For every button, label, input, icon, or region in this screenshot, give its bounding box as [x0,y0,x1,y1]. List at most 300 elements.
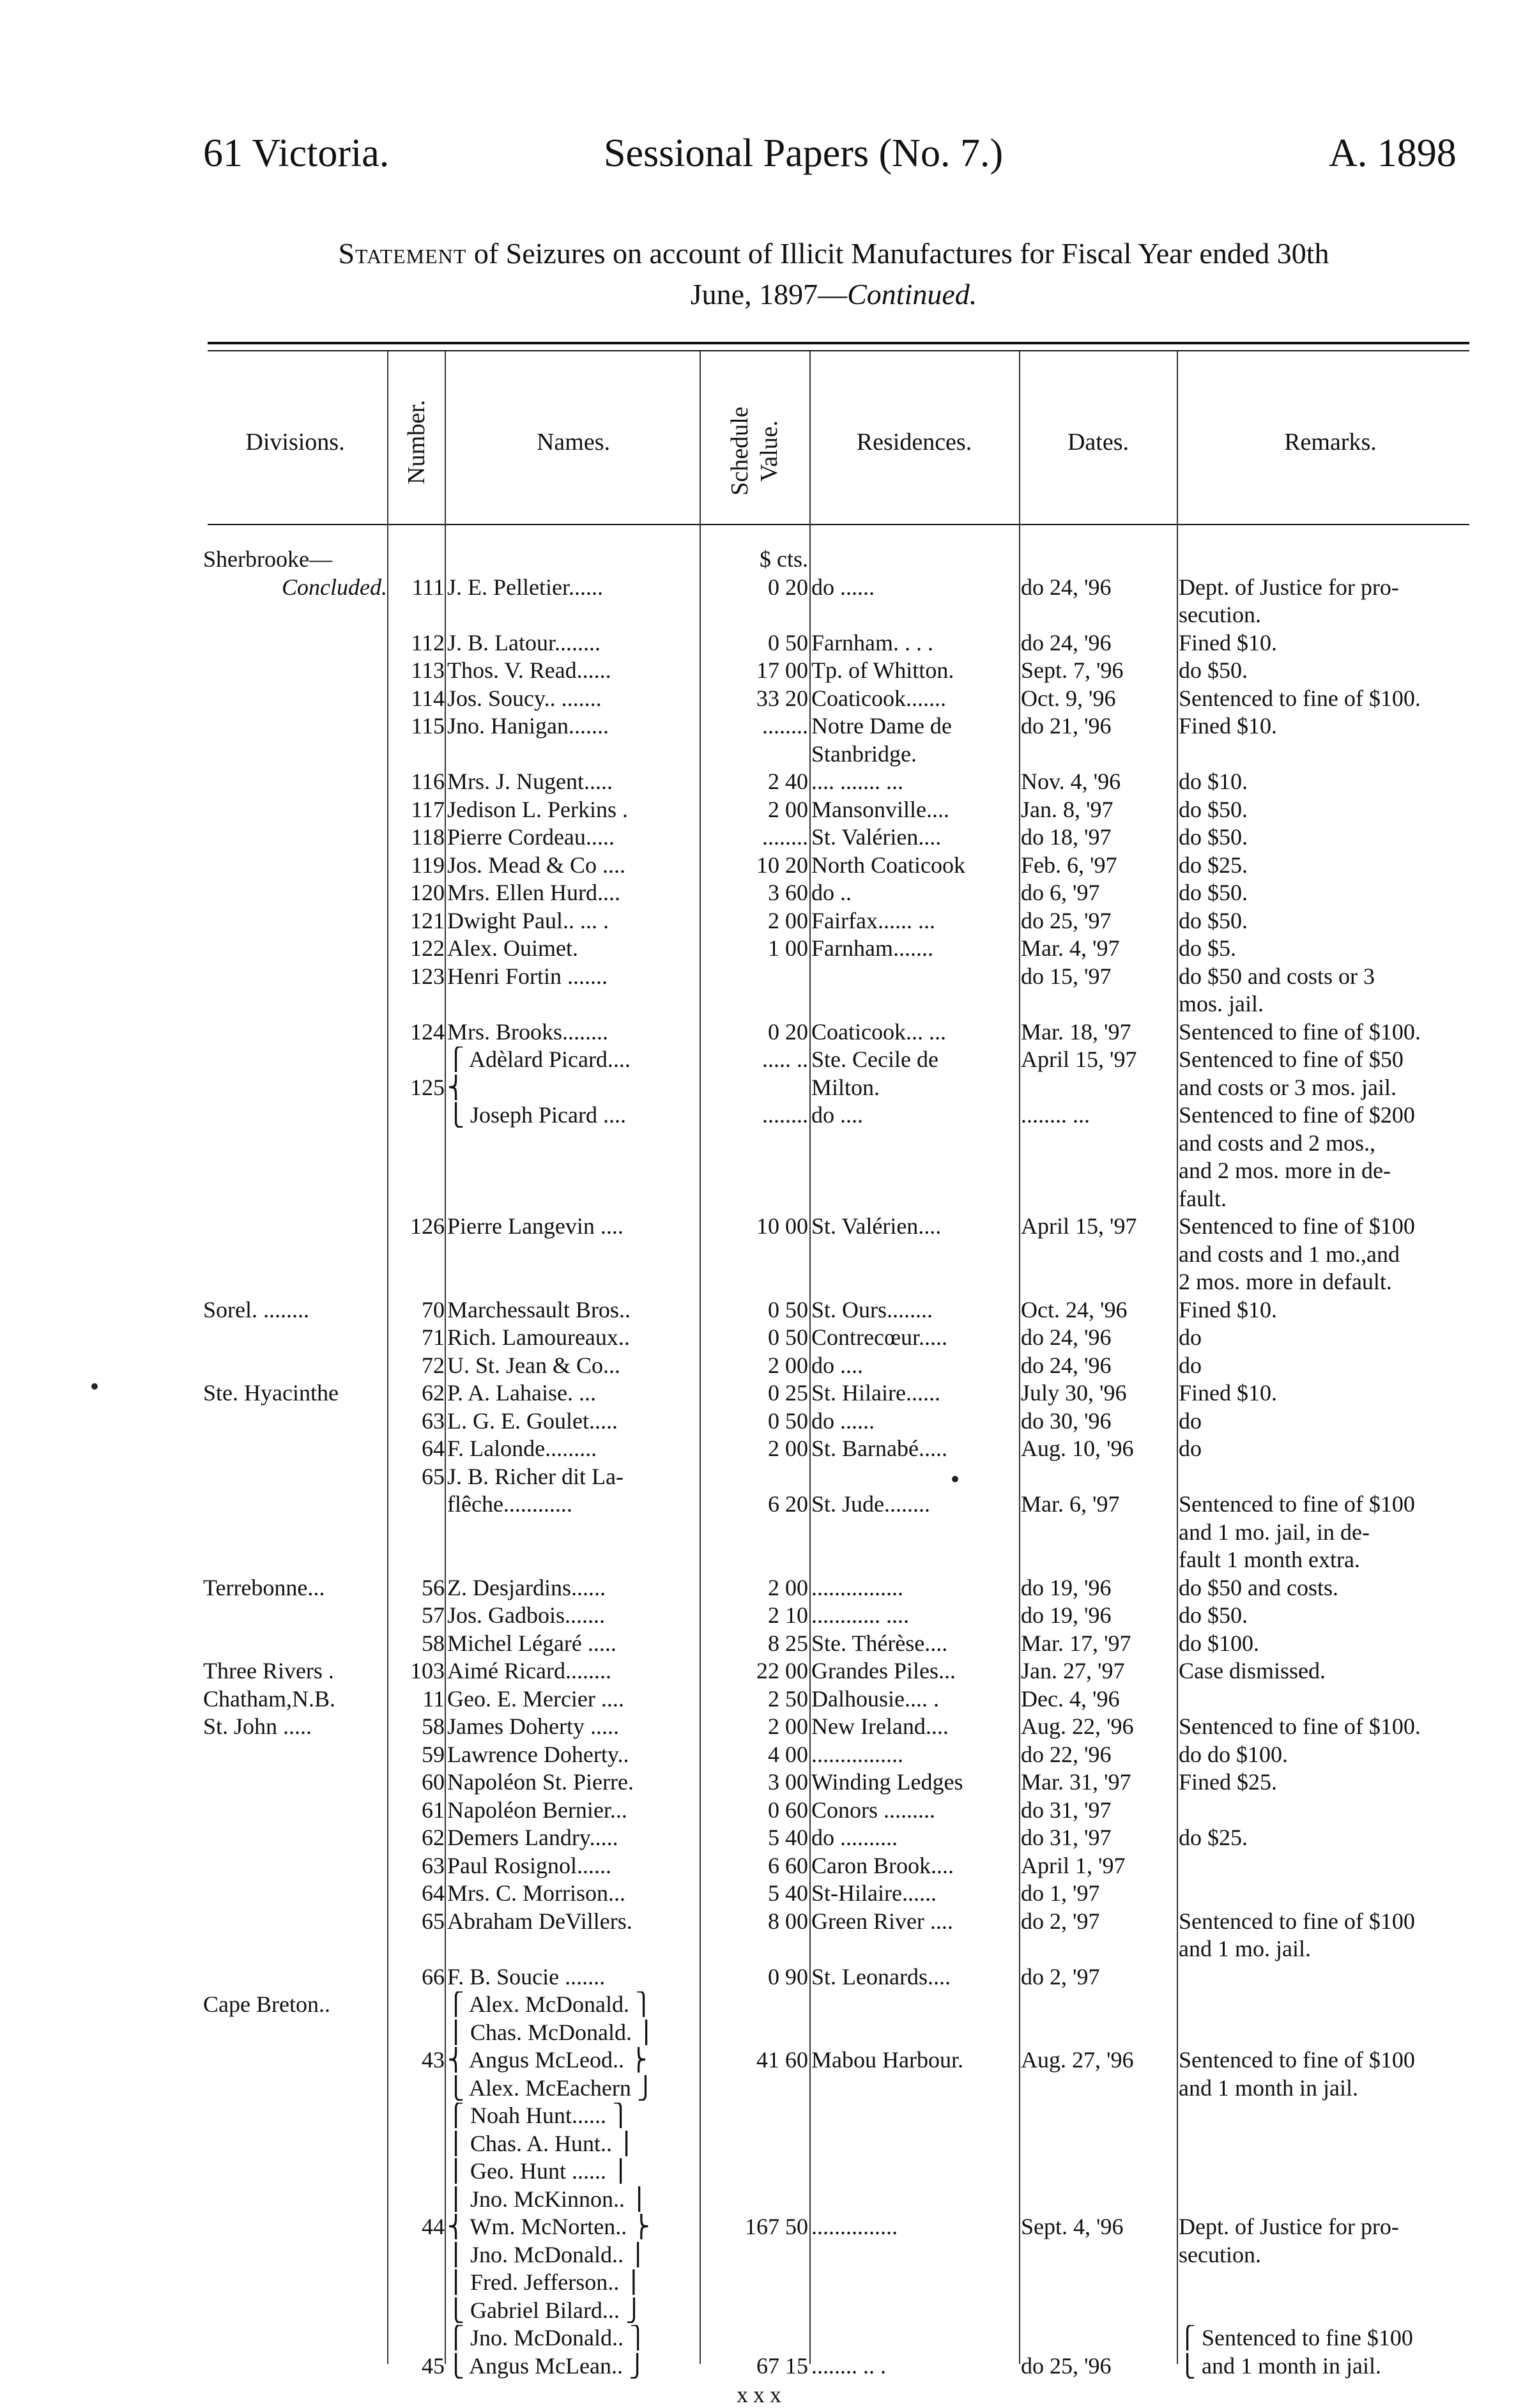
cell-date: do 30, '96 [1021,1407,1112,1434]
cell-rem: Fined $10. [1179,1380,1278,1406]
cell-date: do 18, '97 [1021,824,1112,850]
cell-num: 103 [410,1658,445,1683]
cell-date: April 15, '97 [1021,1047,1137,1072]
cell-name: ⎩ Angus McLean.. ⎭ [447,2352,646,2379]
cell-name: Michel Légaré ..... [447,1630,616,1656]
cell-date: do 22, '96 [1021,1741,1112,1767]
cell-rem: do $50. [1179,824,1248,850]
cell-rem: Sentenced to fine of $100 [1179,1213,1415,1239]
cell-rem: Sentenced to fine of $100. [1179,685,1421,711]
cell-date: Mar. 6, '97 [1021,1491,1120,1517]
cell-val: 17 00 [756,657,808,683]
table-row [0,1714,1523,1739]
cell-res: St. Hilaire...... [811,1380,940,1406]
cell-div: Concluded. [282,574,387,600]
cell-rem: do [1179,1436,1202,1461]
cell-date: July 30, '96 [1021,1380,1127,1406]
cell-name: Napoléon Bernier... [447,1797,627,1823]
cell-num: 58 [422,1630,445,1656]
table-row [0,824,1523,850]
cell-date: do 25, '97 [1021,907,1112,933]
cell-num: 66 [422,1963,445,1990]
cell-res: Grandes Piles... [811,1658,956,1683]
cell-date: Aug. 22, '96 [1021,1714,1134,1739]
caption-line2: June, 1897— [690,278,848,311]
cell-name: Mrs. J. Nugent..... [447,769,613,794]
cell-res: Conors ......... [811,1797,936,1823]
cell-res: Fairfax...... ... [811,907,935,933]
cell-name: F. B. Soucie ....... [447,1963,606,1990]
cell-res: Stanbridge. [811,740,917,767]
cell-name: Pierre Langevin .... [447,1213,624,1239]
cell-res: North Coaticook [811,852,965,878]
cell-val: ........ [762,1102,808,1128]
header-session: 61 Victoria. [203,132,390,175]
cell-name: Aimé Ricard........ [447,1658,611,1683]
table-row [0,713,1523,739]
table-row [0,630,1523,656]
cell-val: 2 00 [768,1436,808,1461]
cell-rem: Sentenced to fine of $100. [1179,1714,1421,1739]
cell-rem: do $50. [1179,907,1248,933]
cell-rem: secution. [1179,2241,1261,2267]
header-title: Sessional Papers (No. 7.) [604,132,1004,175]
cell-date: do 6, '97 [1021,880,1100,905]
cell-name: ⎧ Noah Hunt...... ⎫ [447,2103,629,2128]
cell-name: J. E. Pelletier...... [447,574,603,600]
cell-num: 58 [422,1714,445,1739]
cell-name: ⎧ Alex. McDonald. ⎫ [447,1991,652,2017]
table-row [0,1019,1523,1045]
table-row [0,2131,1523,2156]
cell-res: Mansonville.... [811,796,949,822]
cell-val: 0 25 [768,1380,808,1406]
cell-rem: Sentenced to fine of $50 [1179,1047,1404,1072]
cell-rem: and 1 mo. jail. [1179,1936,1311,1961]
table-row [0,1853,1523,1878]
table-row [0,1102,1523,1128]
table-row [0,1269,1523,1294]
cell-val: 8 25 [768,1630,808,1656]
table-row [0,1575,1523,1600]
cell-rem: mos. jail. [1179,991,1264,1016]
cell-name: ⎩ Joseph Picard .... [447,1102,626,1128]
cell-num: 63 [422,1407,445,1434]
cell-rem: do $25. [1179,1825,1248,1850]
cell-val: 0 90 [768,1963,808,1990]
cell-name: Abraham DeVillers. [447,1908,632,1934]
cell-num: 63 [422,1852,445,1878]
cell-date: do 24, '96 [1021,629,1112,656]
cell-val: ........ [762,713,808,739]
cell-name: ⎧ Adèlard Picard.... [447,1047,631,1072]
cell-res: Mabou Harbour. [811,2047,963,2073]
table-row [0,574,1523,600]
col-header-schedule-value: Schedule Value. [726,406,783,496]
margin-mark [952,1476,958,1482]
cell-name: Napoléon St. Pierre. [447,1769,634,1795]
table-row [0,1630,1523,1656]
cell-name: ⎪ Chas. A. Hunt.. ⎪ [447,2130,636,2156]
cell-div: Terrebonne... [203,1574,325,1600]
cell-num: 57 [422,1602,445,1628]
table-row [0,1297,1523,1323]
cell-date: Aug. 10, '96 [1021,1436,1134,1461]
cell-res: ............ .... [811,1602,909,1628]
cell-res: do .... [811,1102,863,1128]
table-row [0,1602,1523,1628]
cell-div: Cape Breton.. [203,1991,330,2017]
cell-date: do 24, '96 [1021,1324,1112,1350]
cell-num: 119 [411,852,445,878]
cell-date: Dec. 4, '96 [1021,1685,1120,1712]
cell-name: Thos. V. Read...... [447,657,611,683]
cell-num: 59 [422,1741,445,1767]
table-row [0,1825,1523,1850]
cell-val: 0 20 [768,1018,808,1045]
cell-res: St. Ours........ [811,1296,933,1323]
cell-rem: Fined $10. [1179,629,1278,656]
caption-line1: of Seizures on account of Illicit Manufactures for Fiscal Year ended 30th [466,237,1329,270]
cell-date: April 1, '97 [1021,1852,1126,1878]
cell-date: Sept. 4, '96 [1021,2214,1124,2239]
cell-name: Dwight Paul.. ... . [447,907,609,933]
table-row [0,1213,1523,1239]
cell-name: Alex. Ouimet. [447,935,578,961]
cell-date: do 1, '97 [1021,1880,1100,1906]
cell-rem: do do $100. [1179,1741,1288,1767]
cell-num: 11 [422,1685,445,1712]
cell-res: St-Hilaire...... [811,1880,937,1906]
cell-name: J. B. Richer dit La- [447,1463,624,1489]
cell-num: 116 [411,769,445,794]
cell-num: 44 [422,2214,445,2239]
cell-res: Caron Brook.... [811,1852,954,1878]
cell-rem: Sentenced to fine of $200 [1179,1102,1415,1128]
cell-rem: Sentenced to fine of $100 [1179,1491,1415,1517]
cell-name: L. G. E. Goulet..... [447,1407,618,1434]
cell-num: 117 [411,796,445,822]
table-row [0,1880,1523,1906]
cell-rem: do $50 and costs or 3 [1179,963,1375,989]
cell-date: April 15, '97 [1021,1213,1137,1239]
cell-rem: and 2 mos. more in de- [1179,1158,1391,1183]
cell-date: do 25, '96 [1021,2352,1112,2379]
table-row [0,602,1523,627]
cell-date: do 2, '97 [1021,1963,1100,1990]
cell-num: 121 [410,907,445,933]
table-row [0,1908,1523,1934]
col-header-remarks: Remarks. [1284,429,1377,456]
cell-val: 0 50 [768,629,808,656]
cell-name: ⎨ Wm. McNorten.. ⎬ [447,2214,650,2239]
table-row [0,1158,1523,1183]
cell-name: Geo. E. Mercier .... [447,1685,624,1712]
cell-val: 167 50 [745,2214,808,2239]
cell-rem: Dept. of Justice for pro- [1179,574,1399,600]
cell-date: Sept. 7, '96 [1021,657,1124,683]
table-row [0,1519,1523,1545]
col-header-number: Number. [403,400,430,484]
table-row [0,1547,1523,1572]
cell-val: 2 00 [768,1574,808,1600]
table-row [0,2269,1523,2295]
cell-name: Mrs. C. Morrison... [447,1880,626,1906]
cell-rem: Sentenced to fine of $100 [1179,1908,1415,1934]
cell-name: Rich. Lamoureaux.. [447,1324,630,1350]
cell-name: James Doherty ..... [447,1714,619,1739]
table-row [0,2242,1523,2267]
cell-rem: do $100. [1179,1630,1259,1656]
cell-num: 71 [422,1324,445,1350]
cell-val: 6 60 [768,1852,808,1878]
cell-rem: Sentenced to fine of $100. [1179,1018,1421,1045]
table-row [0,1408,1523,1434]
cell-div: Sherbrooke— [203,546,332,572]
cell-val: 0 50 [768,1296,808,1323]
table-row [0,908,1523,933]
cell-res: St. Valérien.... [811,824,942,850]
cell-rem: do $50. [1179,657,1248,683]
cell-num: 114 [411,685,445,711]
cell-rem: fault 1 month extra. [1179,1547,1360,1572]
table-row [0,2297,1523,2323]
cell-name: flêche............ [447,1491,572,1517]
cell-res: Winding Ledges [811,1769,963,1795]
table-row [0,1130,1523,1156]
cell-date: Nov. 4, '96 [1021,769,1121,794]
cell-num: 64 [422,1880,445,1906]
cell-val: 2 00 [768,796,808,822]
cell-div: St. John ..... [203,1714,312,1739]
cell-rem: secution. [1179,602,1261,627]
cell-num: 122 [410,935,445,961]
cell-res: .... ....... ... [811,769,903,794]
cell-val: 0 50 [768,1324,808,1350]
cell-num: 125 [410,1074,445,1100]
cell-val: 5 40 [768,1880,808,1906]
table-row [0,769,1523,794]
cell-val: 2 50 [768,1685,808,1712]
cell-date: Aug. 27, '96 [1021,2047,1134,2073]
table-row [0,1436,1523,1461]
cell-name: ⎪ Chas. McDonald. ⎪ [447,2019,655,2045]
cell-res: Dalhousie.... . [811,1685,939,1712]
cell-num: 62 [422,1825,445,1850]
cell-val: 22 00 [756,1658,808,1683]
table-row [0,1742,1523,1767]
cell-name: Jno. Hanigan....... [447,713,609,739]
col-header-residences: Residences. [856,429,972,456]
cell-val: 6 20 [768,1491,808,1517]
col-header-names: Names. [536,429,611,456]
table-row [0,852,1523,878]
cell-val: 0 60 [768,1797,808,1823]
cell-num: 118 [411,824,445,850]
cell-rem: Case dismissed. [1179,1658,1326,1683]
cell-name: J. B. Latour........ [447,629,601,656]
cell-rem: do $50. [1179,796,1248,822]
cell-rem: Fined $25. [1179,1769,1278,1795]
cell-name: Z. Desjardins...... [447,1574,606,1600]
table-row [0,2103,1523,2128]
cell-date: Mar. 31, '97 [1021,1769,1131,1795]
cell-val: ..... .. [762,1047,808,1072]
margin-mark [91,1383,98,1390]
table-row [0,1186,1523,1211]
table-row [0,880,1523,905]
cell-res: do ...... [811,574,875,600]
cell-date: Mar. 18, '97 [1021,1018,1131,1045]
cell-name: Jos. Mead & Co .... [447,852,625,878]
cell-date: Mar. 17, '97 [1021,1630,1131,1656]
cell-res: Farnham....... [811,935,933,961]
cell-res: ............... [811,2214,898,2239]
cell-name: Marchessault Bros.. [447,1296,631,1323]
table-row [0,686,1523,711]
cell-rem: fault. [1179,1185,1227,1211]
cell-name: F. Lalonde......... [447,1436,597,1461]
cell-num: 120 [410,880,445,905]
col-header-divisions: Divisions. [245,429,345,456]
cell-val: 67 15 [756,2352,808,2379]
cell-res: do .......... [811,1825,898,1850]
cell-val: $ cts. [760,546,808,572]
cell-name: Mrs. Ellen Hurd.... [447,880,620,905]
cell-val: 3 00 [768,1769,808,1795]
table-row [0,2353,1523,2379]
cell-res: St. Barnabé..... [811,1436,947,1461]
cell-num: 72 [422,1352,445,1378]
table-row [0,2325,1523,2350]
cell-date: Oct. 24, '96 [1021,1296,1128,1323]
cell-name: Paul Rosignol...... [447,1852,612,1878]
table-row [0,1991,1523,2017]
cell-date: Mar. 4, '97 [1021,935,1120,961]
cell-num: 43 [422,2047,445,2073]
table-row [0,2075,1523,2101]
cell-rem: Sentenced to fine of $100 [1179,2047,1415,2073]
table-row [0,1769,1523,1795]
cell-res: Ste. Cecile de [811,1047,938,1072]
table-row [0,741,1523,767]
cell-date: do 19, '96 [1021,1574,1112,1600]
cell-name: ⎨ Angus McLeod.. ⎬ [447,2047,647,2073]
cell-val: 2 40 [768,769,808,794]
cell-num: 115 [411,713,445,739]
table-row [0,2214,1523,2239]
cell-num: 56 [422,1574,445,1600]
cell-div: Sorel. ........ [203,1296,309,1323]
table-row [0,963,1523,989]
cell-num: 45 [422,2352,445,2379]
cell-name: ⎪ Jno. McDonald.. ⎪ [447,2241,647,2267]
cell-name: Demers Landry..... [447,1825,618,1850]
cell-name: Jedison L. Perkins . [447,796,628,822]
cell-num: 70 [422,1296,445,1323]
cell-res: Tp. of Whitton. [811,657,954,683]
table-row [0,1964,1523,1990]
cell-rem: Fined $10. [1179,1296,1278,1323]
cell-val: 2 10 [768,1602,808,1628]
table-row [0,2158,1523,2184]
cell-val: ........ [762,824,808,850]
cell-res: Ste. Thérèse.... [811,1630,948,1656]
cell-res: do .. [811,880,852,905]
cell-date: Feb. 6, '97 [1021,852,1117,878]
cell-date: do 19, '96 [1021,1602,1112,1628]
header-year: A. 1898 [1329,132,1457,175]
cell-res: do .... [811,1352,863,1378]
cell-name: U. St. Jean & Co... [447,1352,621,1378]
cell-div: Ste. Hyacinthe [203,1380,339,1406]
cell-res: New Ireland.... [811,1714,949,1739]
cell-name: Jos. Soucy.. ....... [447,685,602,711]
table-row [0,1491,1523,1517]
cell-val: 4 00 [768,1741,808,1767]
cell-val: 10 20 [756,852,808,878]
cell-rem: and costs and 2 mos., [1179,1130,1375,1156]
table-row [0,935,1523,961]
cell-res: ................ [811,1574,903,1600]
cell-res: St. Jude........ [811,1491,931,1517]
cell-val: 41 60 [756,2047,808,2073]
table-row [0,1047,1523,1072]
cell-res: St. Valérien.... [811,1213,942,1239]
cell-val: 0 20 [768,574,808,600]
table-row [0,657,1523,683]
cell-num: 65 [422,1908,445,1934]
table-row [0,1658,1523,1683]
table-row [0,2186,1523,2212]
cell-res: St. Leonards.... [811,1963,951,1990]
table-row [0,2020,1523,2045]
cell-res: ................ [811,1741,903,1767]
cell-res: Notre Dame de [811,713,952,739]
cell-res: Coaticook....... [811,685,946,711]
cell-rem: do $50. [1179,880,1248,905]
cell-num: 65 [422,1463,445,1489]
cell-div: Chatham,N.B. [203,1685,335,1712]
cell-date: ........ ... [1021,1102,1090,1128]
cell-name: Pierre Cordeau..... [447,824,615,850]
table-row [0,546,1523,572]
cell-res: Contrecœur..... [811,1324,947,1350]
cell-val: 8 00 [768,1908,808,1934]
col-header-dates: Dates. [1067,429,1129,456]
table-row [0,1797,1523,1823]
cell-rem: do $5. [1179,935,1236,961]
cell-res: do ...... [811,1407,875,1434]
cell-num: 126 [410,1213,445,1239]
table-row [0,1380,1523,1406]
cell-num: 123 [410,963,445,989]
cell-name: ⎪ Geo. Hunt ...... ⎪ [447,2158,629,2184]
cell-name: ⎪ Fred. Jefferson.. ⎪ [447,2269,643,2295]
cell-num: 111 [411,574,445,600]
cell-date: do 31, '97 [1021,1825,1112,1850]
cell-val: 10 00 [756,1213,808,1239]
cell-name: ⎩ Alex. McEachern ⎭ [447,2074,654,2101]
cell-name: ⎧ Jno. McDonald.. ⎫ [447,2325,647,2350]
cell-val: 2 00 [768,907,808,933]
cell-num: 64 [422,1436,445,1461]
cell-num: 60 [422,1769,445,1795]
cell-res: Farnham. . . . [811,629,933,656]
cell-rem: and 1 mo. jail, in de- [1179,1519,1370,1545]
cell-rem: do [1179,1324,1202,1350]
cell-name: Mrs. Brooks........ [447,1018,609,1045]
